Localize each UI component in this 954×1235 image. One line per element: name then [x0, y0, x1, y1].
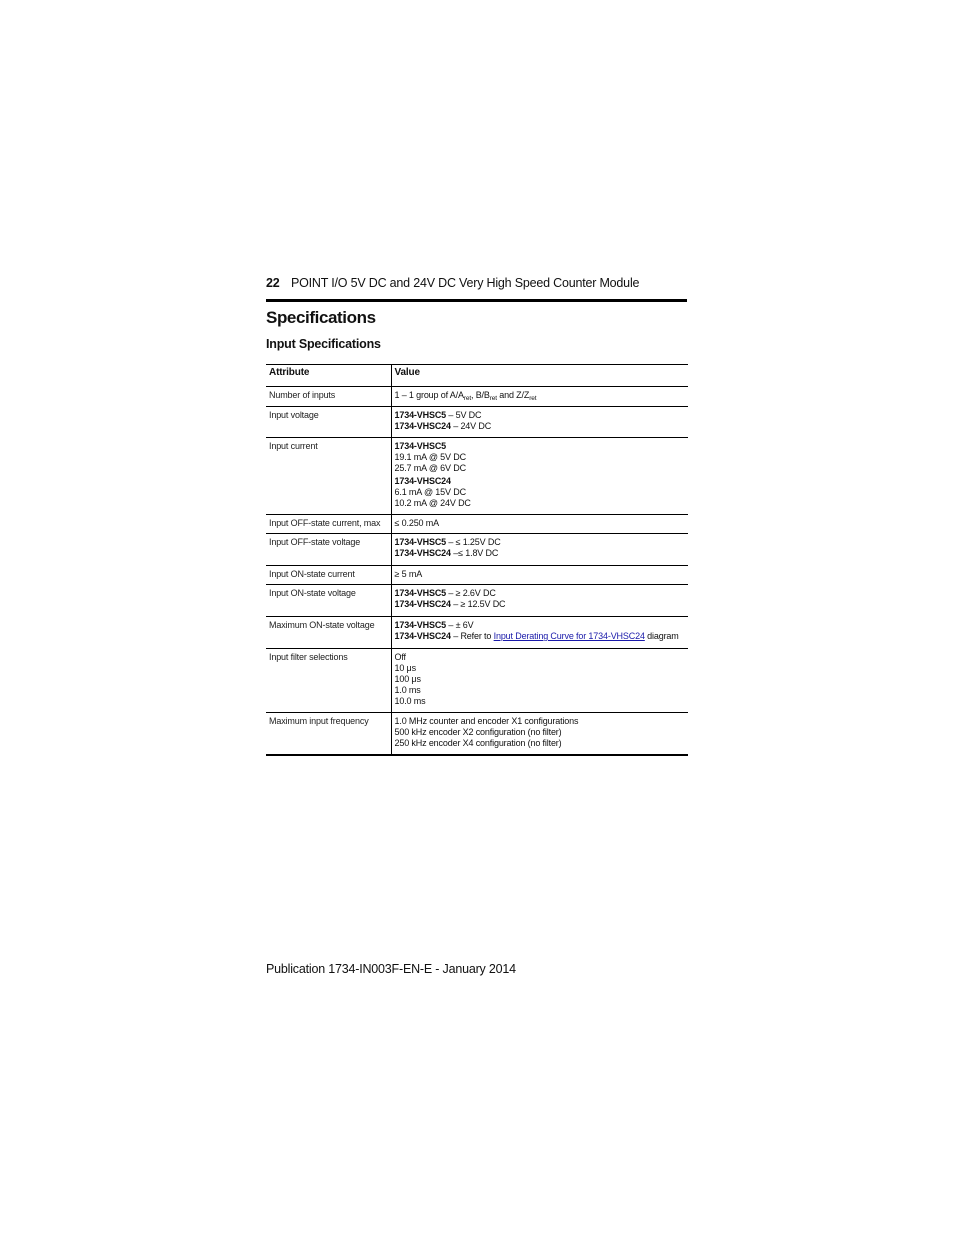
model-label: 1734-VHSC5	[394, 537, 447, 547]
attribute-cell: Input OFF-state current, max	[266, 515, 391, 534]
model-label: 1734-VHSC5	[394, 620, 447, 630]
table-row	[266, 585, 688, 617]
model-label: 1734-VHSC24	[394, 421, 451, 431]
attribute-cell: Maximum ON-state voltage	[266, 617, 391, 649]
page-header	[266, 275, 687, 302]
table-row	[266, 515, 688, 534]
derating-curve-link[interactable]: Input Derating Curve for 1734-VHSC24	[493, 631, 645, 641]
attribute-cell: Input current	[266, 438, 391, 515]
value-cell: 1.0 MHz counter and encoder X1 configurations 500 kHz encoder X2 configuration (no filter) 250 kHz encoder X4 configuration (no filter)	[391, 713, 688, 755]
table-row	[266, 713, 688, 755]
model-label: 1734-VHSC5	[394, 588, 447, 598]
value-cell	[391, 387, 688, 407]
page-number: 22	[266, 276, 280, 290]
model-label: 1734-VHSC24	[394, 599, 451, 609]
value-cell: 1734-VHSC5 – ≤ 1.25V DC 1734-VHSC24 –≤ 1.8V DC	[391, 534, 688, 566]
value-text: 1 – 1 group of $A/A_{ret}$, $B/B_{ret}$ and $Z/Z_{ret}$	[394, 390, 537, 402]
attribute-cell: Input filter selections	[266, 649, 391, 713]
value-cell: 1734-VHSC5 – ± 6V 1734-VHSC24 – Refer to Input Derating Curve for 1734-VHSC24 diagram	[391, 617, 688, 649]
table-row	[266, 407, 688, 438]
attribute-cell: Input ON-state current	[266, 566, 391, 585]
input-specifications-table	[266, 364, 688, 756]
value-cell: 1734-VHSC5 19.1 mA @ 5V DC 25.7 mA @ 6V DC 1734-VHSC24 6.1 mA @ 15V DC 10.2 mA @ 24V DC	[391, 438, 688, 515]
model-label: 1734-VHSC24	[394, 631, 451, 641]
table-row	[266, 534, 688, 566]
attribute-cell: Input voltage	[266, 407, 391, 438]
model-label: 1734-VHSC24	[394, 476, 451, 486]
table-row	[266, 617, 688, 649]
column-header-attribute: Attribute	[266, 365, 391, 387]
table-row	[266, 649, 688, 713]
attribute-cell: Number of inputs	[266, 387, 391, 407]
publication-footer: Publication 1734-IN003F-EN-E - January 2014	[266, 962, 516, 976]
value-cell: ≥ 5 mA	[391, 566, 688, 585]
value-cell: 1734-VHSC5 – 5V DC 1734-VHSC24 – 24V DC	[391, 407, 688, 438]
value-cell: 1734-VHSC5 – ≥ 2.6V DC 1734-VHSC24 – ≥ 12.5V DC	[391, 585, 688, 617]
model-label: 1734-VHSC5	[394, 441, 447, 451]
subsection-title: Input Specifications	[266, 337, 381, 351]
attribute-cell: Maximum input frequency	[266, 713, 391, 755]
attribute-cell: Input OFF-state voltage	[266, 534, 391, 566]
running-title: POINT I/O 5V DC and 24V DC Very High Speed Counter Module	[291, 276, 640, 290]
model-label: 1734-VHSC24	[394, 548, 451, 558]
model-label: 1734-VHSC5	[394, 410, 447, 420]
value-cell: Off 10 μs 100 μs 1.0 ms 10.0 ms	[391, 649, 688, 713]
table-row	[266, 438, 688, 515]
attribute-cell: Input ON-state voltage	[266, 585, 391, 617]
table-row	[266, 566, 688, 585]
table-header-row	[266, 365, 688, 387]
table-row	[266, 387, 688, 407]
value-cell: ≤ 0.250 mA	[391, 515, 688, 534]
section-title: Specifications	[266, 308, 376, 327]
column-header-value: Value	[391, 365, 688, 387]
